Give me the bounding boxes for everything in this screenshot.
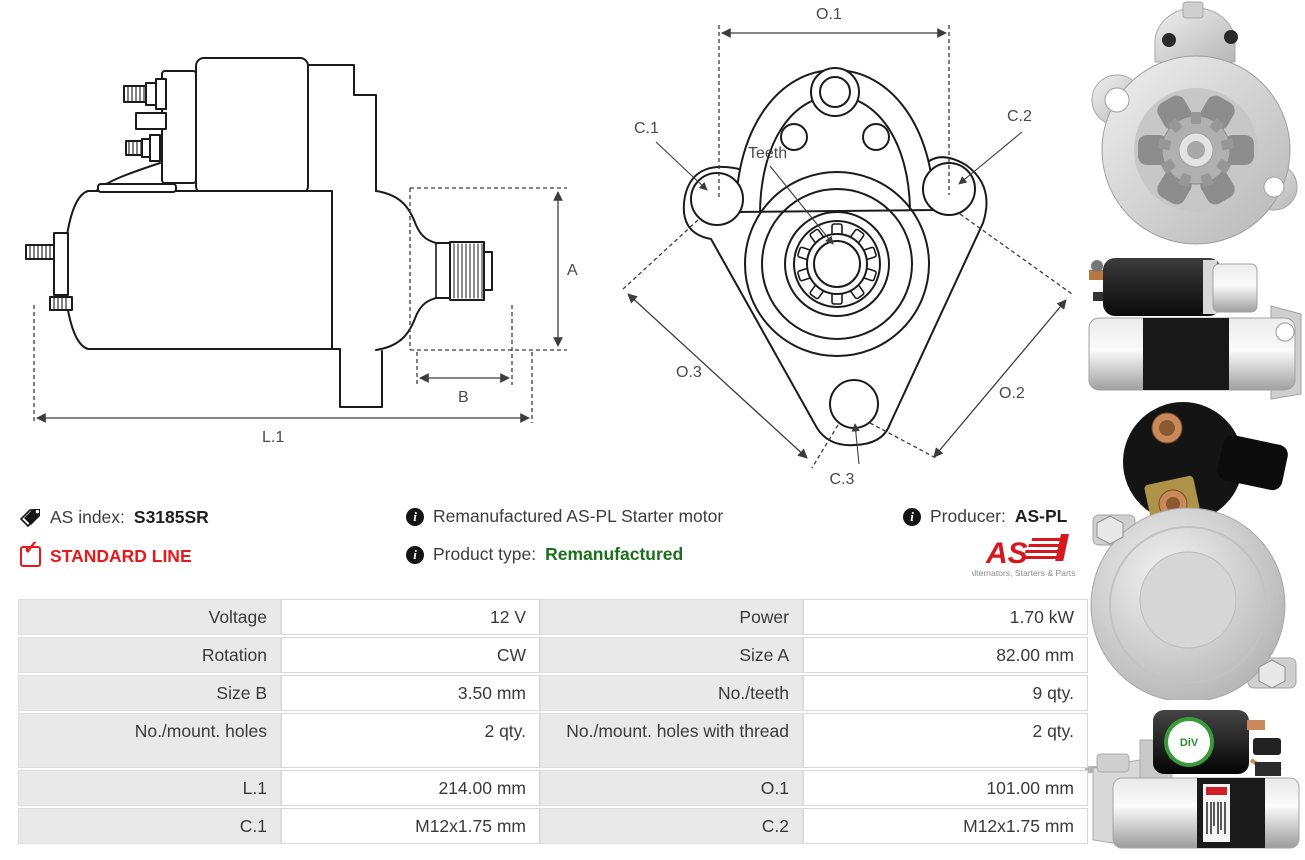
dim-label-l1: L.1 — [262, 429, 285, 446]
product-description-row — [406, 508, 723, 526]
spec-value: 12 V — [281, 599, 540, 635]
logo-tagline: Alternators, Starters & Parts — [972, 568, 1076, 578]
dim-label-c1: C.1 — [634, 120, 659, 137]
info-icon: i — [903, 508, 921, 526]
spec-value: 1.70 kW — [803, 599, 1088, 635]
dim-label-c2: C.2 — [1007, 108, 1032, 125]
spec-value: M12x1.75 mm — [803, 808, 1088, 844]
spec-label: Rotation — [18, 637, 281, 673]
as-index-row — [20, 508, 209, 528]
hole-c3 — [830, 380, 878, 428]
tag-icon — [20, 508, 41, 528]
spec-label: Voltage — [18, 599, 281, 635]
spec-value: 9 qty. — [803, 675, 1088, 711]
spec-value: CW — [281, 637, 540, 673]
spec-value: 2 qty. — [803, 713, 1088, 768]
spec-label: C.1 — [18, 808, 281, 844]
solenoid-outline — [196, 58, 308, 194]
info-icon: i — [406, 546, 424, 564]
dim-label-b: B — [458, 389, 469, 406]
spec-label: No./mount. holes — [18, 713, 281, 768]
spec-label: Power — [540, 599, 803, 635]
standard-line-row — [20, 538, 192, 567]
eco-sticker-text: DiV — [1179, 737, 1199, 749]
product-photo-top-side — [1085, 248, 1305, 400]
spec-value: 3.50 mm — [281, 675, 540, 711]
spec-label: C.2 — [540, 808, 803, 844]
info-icon: i — [406, 508, 424, 526]
product-photo-front — [1085, 0, 1305, 248]
producer-row — [903, 508, 1067, 526]
hole-c1 — [691, 173, 743, 225]
as-index-label: AS index: — [50, 507, 125, 528]
spec-value: 82.00 mm — [803, 637, 1088, 673]
spec-label: No./mount. holes with thread — [540, 713, 803, 768]
product-type-label: Product type: — [433, 544, 537, 565]
dim-label-o3: O.3 — [676, 364, 702, 381]
front-view-technical-drawing — [598, 0, 1085, 497]
logo-as-text: AS — [986, 537, 1028, 570]
spec-label: No./teeth — [540, 675, 803, 711]
dim-label-teeth: Teeth — [748, 145, 788, 162]
as-index-value: S3185SR — [133, 507, 209, 528]
spec-label: Size B — [18, 675, 281, 711]
producer-label: Producer: — [930, 506, 1006, 527]
spec-value: 2 qty. — [281, 713, 540, 768]
standard-line-label: STANDARD LINE — [50, 545, 192, 566]
spec-label: O.1 — [540, 770, 803, 806]
spec-value: 214.00 mm — [281, 770, 540, 806]
spec-value: 101.00 mm — [803, 770, 1088, 806]
dim-label-c3: C.3 — [829, 471, 855, 488]
product-photo-profile — [1085, 700, 1305, 860]
side-view-technical-drawing — [10, 5, 580, 455]
spec-label: L.1 — [18, 770, 281, 806]
dim-label-o1: O.1 — [816, 6, 842, 23]
product-photos-column — [1085, 0, 1305, 860]
checked-checkbox-icon: ✓ — [20, 546, 41, 567]
product-type-value: Remanufactured — [545, 544, 684, 565]
spec-table — [18, 599, 1088, 844]
spec-label: Size A — [540, 637, 803, 673]
as-pl-brand-logo — [972, 534, 1076, 585]
producer-value: AS-PL — [1014, 506, 1068, 527]
spec-value: M12x1.75 mm — [281, 808, 540, 844]
product-photo-rear — [1085, 400, 1305, 700]
dim-label-o2: O.2 — [999, 385, 1025, 402]
product-description: Remanufactured AS-PL Starter motor — [433, 506, 724, 527]
product-type-row — [406, 546, 683, 564]
dim-label-a: A — [567, 262, 578, 279]
